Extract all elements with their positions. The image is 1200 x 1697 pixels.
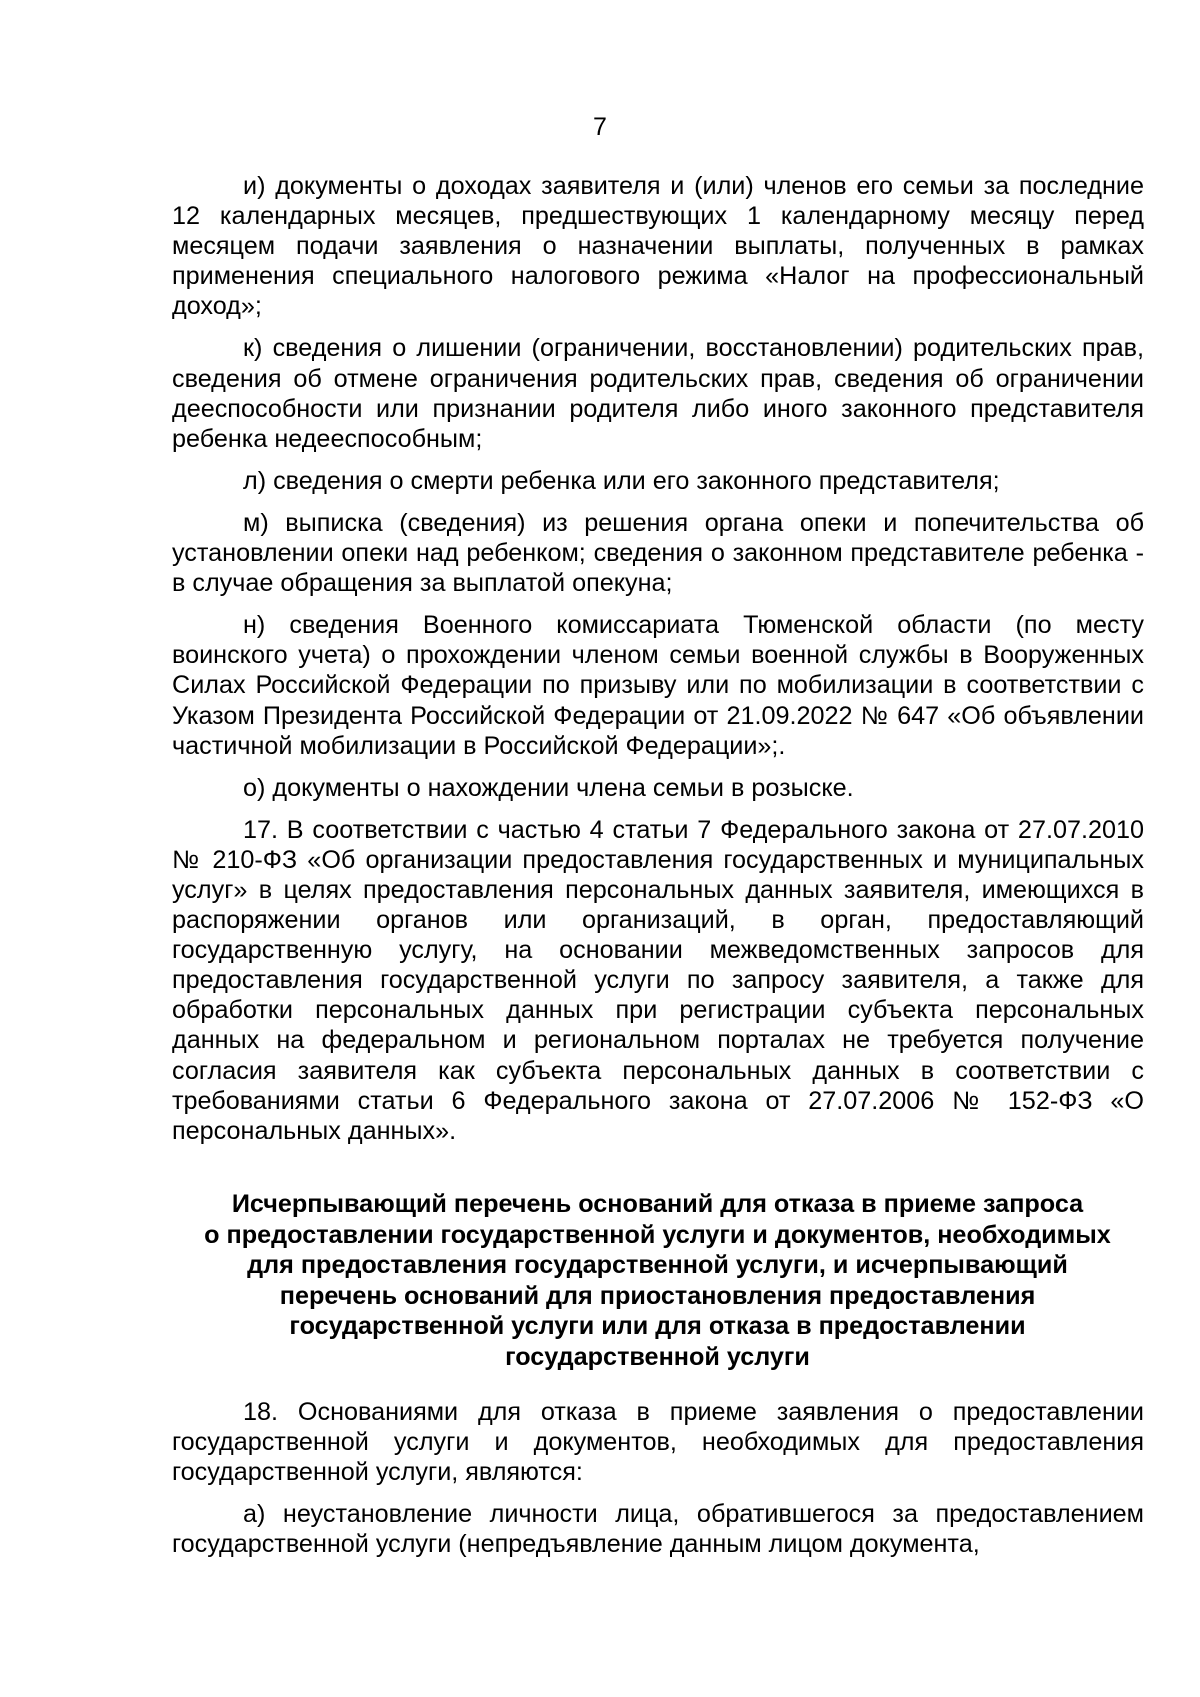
paragraph-item-k: к) сведения о лишении (ограничении, восстановлении) родительских прав, сведения об отмене ограничения родительских прав, сведения об ограничении дееспособности или признании родителя либо иного законного представителя ребенка недееспособным; xyxy=(172,334,1144,453)
heading-line: Исчерпывающий перечень оснований для отказа в приеме запроса xyxy=(231,1190,1084,1218)
heading-line: для предоставления государственной услуги, и исчерпывающий xyxy=(247,1251,1068,1280)
paragraph-clause-18: 18. Основаниями для отказа в приеме заявления о предоставлении государственной услуги и документов, необходимых для предоставления государственной услуги, являются: xyxy=(172,1398,1144,1487)
document-body-top xyxy=(172,171,1144,1158)
heading-line: о предоставлении государственной услуги и документов, необходимых xyxy=(204,1220,1111,1249)
heading-line: государственной услуги или для отказа в предоставлении xyxy=(289,1312,1026,1341)
heading-line: государственной услуги xyxy=(505,1342,810,1371)
paragraph-item-a: а) неустановление личности лица, обратившегося за предоставлением государственной услуги (непредъявление данным лицом документа, xyxy=(172,1500,1144,1559)
paragraph-item-i: и) документы о доходах заявителя и (или) членов его семьи за последние 12 календарных месяцев, предшествующих 1 календарному месяцу перед месяцем подачи заявления о назначении выплаты, полученных в рамках применения специального налогового режима «Налог на профессиональный доход»; xyxy=(172,172,1144,321)
paragraph-item-l: л) сведения о смерти ребенка или его законного представителя; xyxy=(243,466,1000,495)
paragraph-item-n: н) сведения Военного комиссариата Тюменской области (по месту воинского учета) о прохождении членом семьи военной службы в Вооруженных Силах Российской Федерации по призыву или по мобилизации в соответствии с Указом Президента Российской Федерации от 21.09.2022 № 647 «Об объявлении частичной мобилизации в Российской Федерации»;. xyxy=(172,611,1144,760)
document-body-bottom xyxy=(172,1397,1144,1571)
paragraph-item-o: о) документы о нахождении члена семьи в розыске. xyxy=(243,773,854,802)
paragraph-clause-17: 17. В соответствии с частью 4 статьи 7 Федерального закона от 27.07.2010 № 210-ФЗ «Об организации предоставления государственных и муниципальных услуг» в целях предоставления персональных данных заявителя, имеющихся в распоряжении органов или организаций, в орган, предоставляющий государственную услугу, на основании межведомственных запросов для предоставления государственной услуги по запросу заявителя, а также для обработки персональных данных при регистрации субъекта персональных данных на федеральном и региональном порталах не требуется получение согласия заявителя как субъекта персональных данных в соответствии с требованиями статьи 6 Федерального закона от 27.07.2006 № 152-ФЗ «О персональных данных». xyxy=(172,815,1144,1145)
section-heading xyxy=(160,1189,1155,1373)
page-number: 7 xyxy=(593,113,607,141)
heading-line: перечень оснований для приостановления предоставления xyxy=(279,1281,1036,1310)
paragraph-item-m: м) выписка (сведения) из решения органа опеки и попечительства об установлении опеки над ребенком; сведения о законном представителе ребенка - в случае обращения за выплатой опекуна; xyxy=(172,508,1144,598)
